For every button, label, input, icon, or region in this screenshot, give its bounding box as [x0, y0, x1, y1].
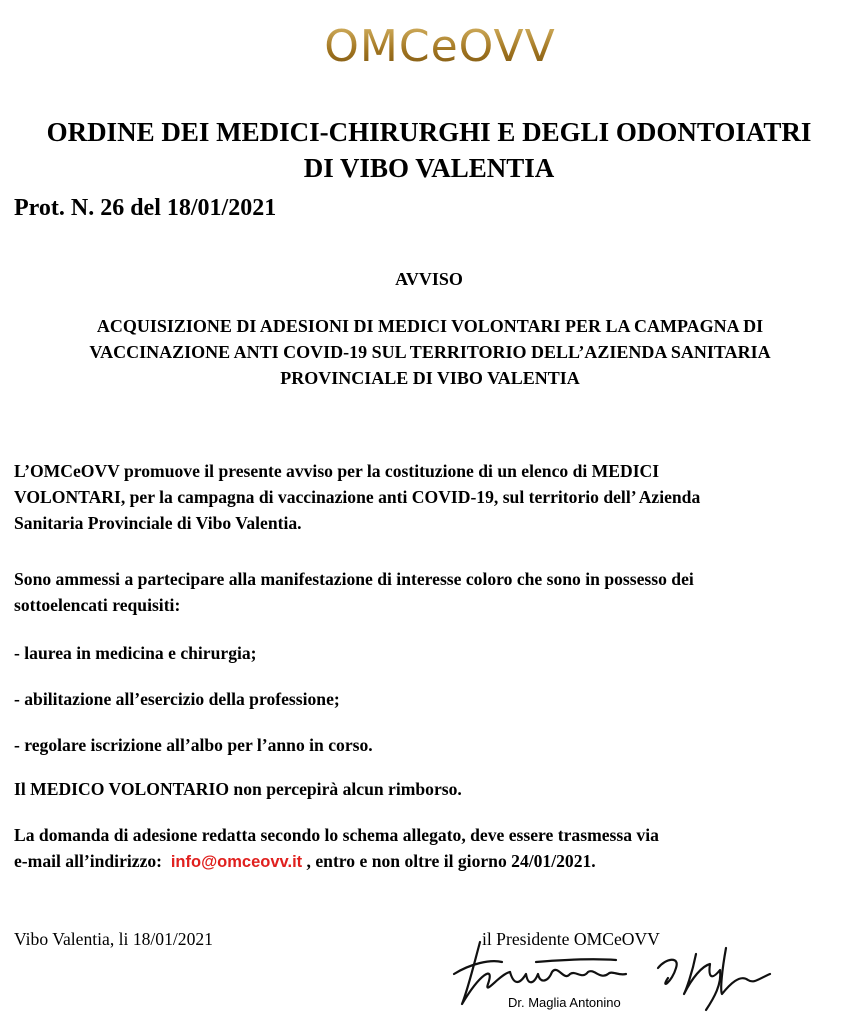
org-title-line-2: DI VIBO VALENTIA — [303, 153, 555, 183]
submission-line-2 — [14, 848, 846, 875]
requirement-item: - regolare iscrizione all’albo per l’anno in corso. — [14, 735, 373, 755]
submission-line-1: La domanda di adesione redatta secondo lo schema allegato, deve essere trasmessa via — [14, 825, 659, 845]
signatory-name: Dr. Maglia Antonino — [508, 995, 621, 1010]
place-and-date: Vibo Valentia, li 18/01/2021 — [14, 929, 213, 949]
intro-line-3: Sanitaria Provinciale di Vibo Valentia. — [14, 513, 302, 533]
submission-suffix: , entro e non oltre il giorno 24/01/2021. — [302, 851, 596, 871]
subject-line-2: VACCINAZIONE ANTI COVID-19 SUL TERRITORIO DELL’AZIENDA SANITARIA — [89, 342, 771, 362]
requirement-item: - abilitazione all’esercizio della professione; — [14, 689, 340, 709]
requirement-item: - laurea in medicina e chirurgia; — [14, 643, 257, 663]
email-link[interactable]: info@omceovv.it — [170, 853, 303, 871]
submission-paragraph — [14, 822, 846, 875]
omceovv-logo — [320, 14, 560, 80]
eligibility-paragraph — [14, 566, 846, 618]
org-title-line-1: ORDINE DEI MEDICI-CHIRURGHI E DEGLI ODONTOIATRI — [46, 117, 812, 147]
intro-line-2: VOLONTARI, per la campagna di vaccinazione anti COVID-19, sul territorio dell’ Azienda — [14, 487, 701, 507]
intro-line-1: L’OMCeOVV promuove il presente avviso per la costituzione di un elenco di MEDICI — [14, 461, 660, 481]
protocol-number: Prot. N. 26 del 18/01/2021 — [14, 195, 277, 221]
subject-line-3: PROVINCIALE DI VIBO VALENTIA — [280, 368, 580, 388]
submission-prefix: e-mail all’indirizzo: — [14, 851, 171, 871]
eligibility-line-2: sottoelencati requisiti: — [14, 595, 181, 615]
notice-heading: AVVISO — [395, 269, 463, 289]
intro-paragraph — [14, 458, 846, 536]
president-title: il Presidente OMCeOVV — [482, 929, 660, 949]
notice-subject — [20, 313, 840, 391]
no-refund-statement: Il MEDICO VOLONTARIO non percepirà alcun rimborso. — [14, 779, 462, 799]
handwritten-signature — [440, 934, 840, 1014]
logo-wordmark: OMCeOVV — [320, 14, 560, 80]
eligibility-line-1: Sono ammessi a partecipare alla manifestazione di interesse coloro che sono in possesso dei — [14, 569, 694, 589]
subject-line-1: ACQUISIZIONE DI ADESIONI DI MEDICI VOLONTARI PER LA CAMPAGNA DI — [96, 316, 764, 336]
organization-title — [0, 114, 858, 186]
